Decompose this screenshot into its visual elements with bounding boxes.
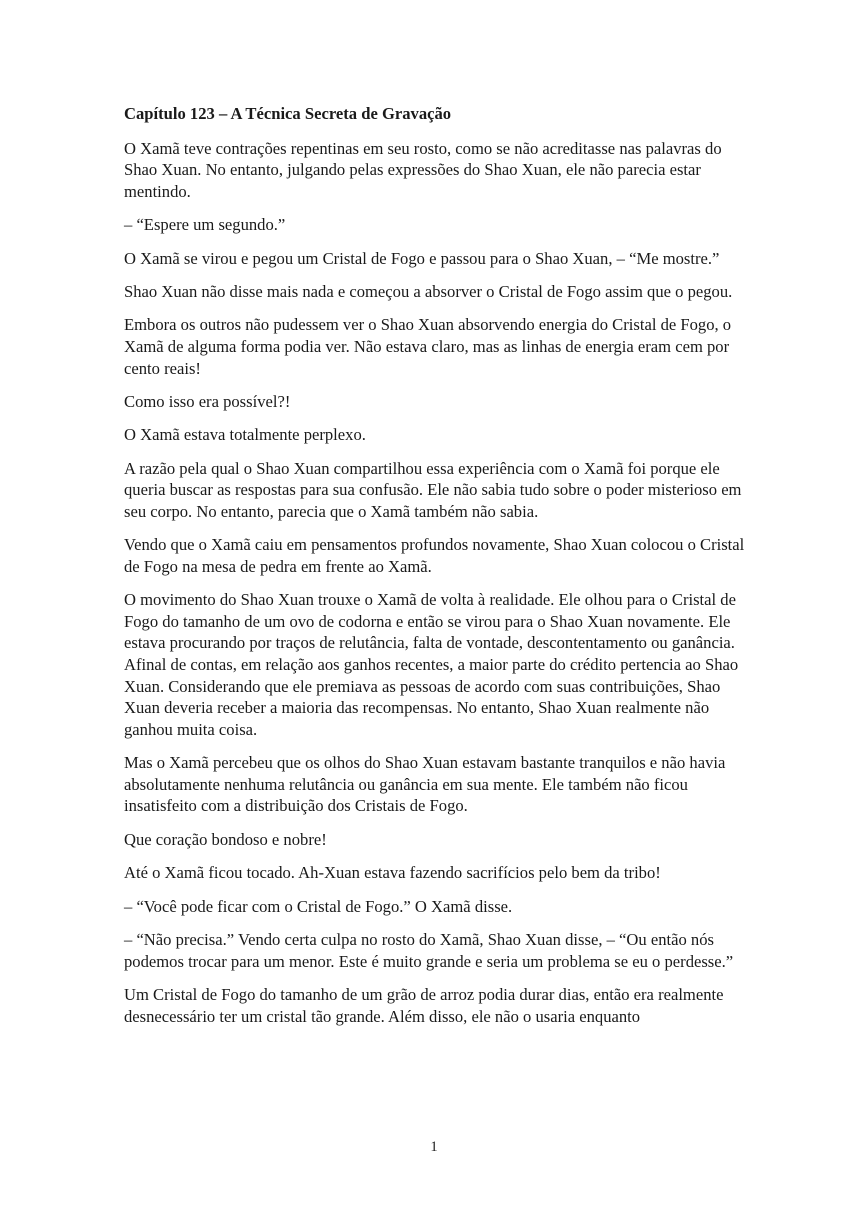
paragraph: O Xamã estava totalmente perplexo.: [124, 425, 366, 445]
paragraph: O Xamã se virou e pegou um Cristal de Fogo e passou para o Shao Xuan, – “Me mostre.”: [124, 248, 720, 268]
paragraph: Vendo que o Xamã caiu em pensamentos profundos novamente, Shao Xuan colocou o Cristal de Fogo na mesa de pedra em frente ao Xamã.: [124, 535, 745, 576]
paragraph: O Xamã teve contrações repentinas em seu rosto, como se não acreditasse nas palavras do Shao Xuan. No entanto, julgando pelas expressões do Shao Xuan, ele não parecia estar mentindo.: [124, 138, 722, 201]
document-body: [124, 103, 750, 1039]
page-number: 1: [430, 1139, 438, 1155]
paragraph: Um Cristal de Fogo do tamanho de um grão de arroz podia durar dias, então era realmente desnecessário ter um cristal tão grande. Além disso, ele não o usaria enquanto: [124, 984, 724, 1026]
paragraph: – “Espere um segundo.”: [124, 215, 286, 235]
paragraph: O movimento do Shao Xuan trouxe o Xamã de volta à realidade. Ele olhou para o Cristal de Fogo do tamanho de um ovo de codorna e então se virou para o Shao Xuan novamente. Ele estava procurando por traços de relutância, falta de vontade, descontentamento ou ganância. Afinal de contas, em relação aos ganhos recentes, a maior parte do crédito pertencia ao Shao Xuan. Considerando que ele premiava as pessoas de acordo com suas contribuições, Shao Xuan deveria receber a maioria das recompensas. No entanto, Shao Xuan realmente não ganhou muita coisa.: [124, 590, 739, 739]
paragraph: A razão pela qual o Shao Xuan compartilhou essa experiência com o Xamã foi porque ele queria buscar as respostas para sua confusão. Ele não sabia tudo sobre o poder misterioso em seu corpo. No entanto, parecia que o Xamã também não sabia.: [124, 458, 742, 521]
paragraph: Como isso era possível?!: [124, 391, 291, 411]
paragraph: Mas o Xamã percebeu que os olhos do Shao Xuan estavam bastante tranquilos e não havia absolutamente nenhuma relutância ou ganância em sua mente. Ele também não ficou insatisfeito com a distribuição dos Cristais de Fogo.: [124, 753, 726, 816]
paragraph: Que coração bondoso e nobre!: [124, 829, 327, 849]
paragraph: Até o Xamã ficou tocado. Ah-Xuan estava fazendo sacrifícios pelo bem da tribo!: [124, 863, 661, 883]
paragraph: – “Você pode ficar com o Cristal de Fogo.” O Xamã disse.: [124, 896, 513, 916]
paragraph: Shao Xuan não disse mais nada e começou a absorver o Cristal de Fogo assim que o pegou.: [124, 281, 733, 301]
paragraph: Embora os outros não pudessem ver o Shao Xuan absorvendo energia do Cristal de Fogo, o Xamã de alguma forma podia ver. Não estava claro, mas as linhas de energia eram cem por cento reais!: [124, 315, 732, 378]
chapter-title: Capítulo 123 – A Técnica Secreta de Gravação: [124, 104, 452, 123]
paragraph: – “Não precisa.” Vendo certa culpa no rosto do Xamã, Shao Xuan disse, – “Ou então nós podemos trocar para um menor. Este é muito grande e seria um problema se eu o perdesse.”: [124, 929, 734, 971]
